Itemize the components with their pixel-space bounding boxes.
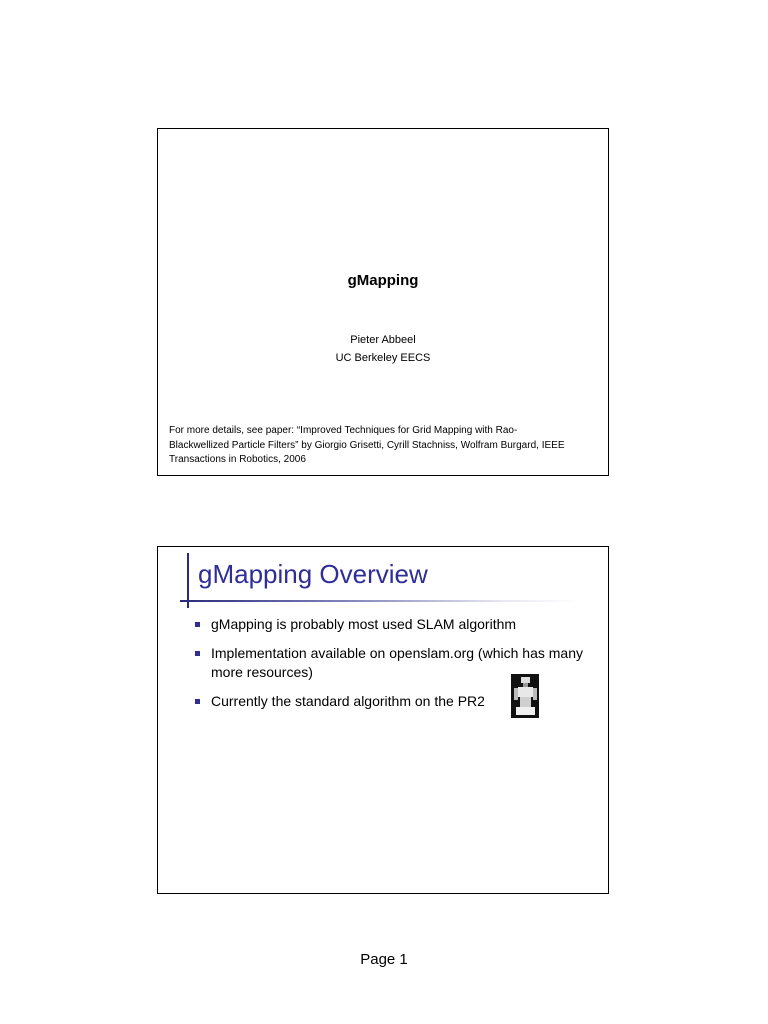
square-bullet-icon [195,651,200,656]
title-accent-horizontal-bar [180,600,580,602]
reference-line: Blackwellized Particle Filters” by Giorgio Grisetti, Cyrill Stachniss, Wolfram Burgard, IEEE [169,439,565,451]
bullet-text: gMapping is probably most used SLAM algorithm [211,616,517,632]
reference-line: For more details, see paper: “Improved Techniques for Grid Mapping with Rao- [169,425,518,436]
slide-2-title: gMapping Overview [198,559,428,589]
paper-reference [169,424,594,468]
author-name: Pieter Abbeel [350,334,416,346]
bullet-text: Currently the standard algorithm on the PR2 [211,693,485,709]
reference-line: Transactions in Robotics, 2006 [169,454,306,465]
page-number: Page 1 [360,951,408,968]
robot-photo-icon [511,674,539,718]
bullet-text: Implementation available on openslam.org (which has many more resources) [211,645,583,680]
slide-1-author-block [158,331,608,367]
slide-2 [157,546,609,894]
slide-1 [157,128,609,476]
square-bullet-icon [195,622,200,627]
author-affiliation: UC Berkeley EECS [335,352,431,364]
slide-1-title: gMapping [347,272,419,289]
square-bullet-icon [195,699,200,704]
bullet-item [194,615,584,634]
